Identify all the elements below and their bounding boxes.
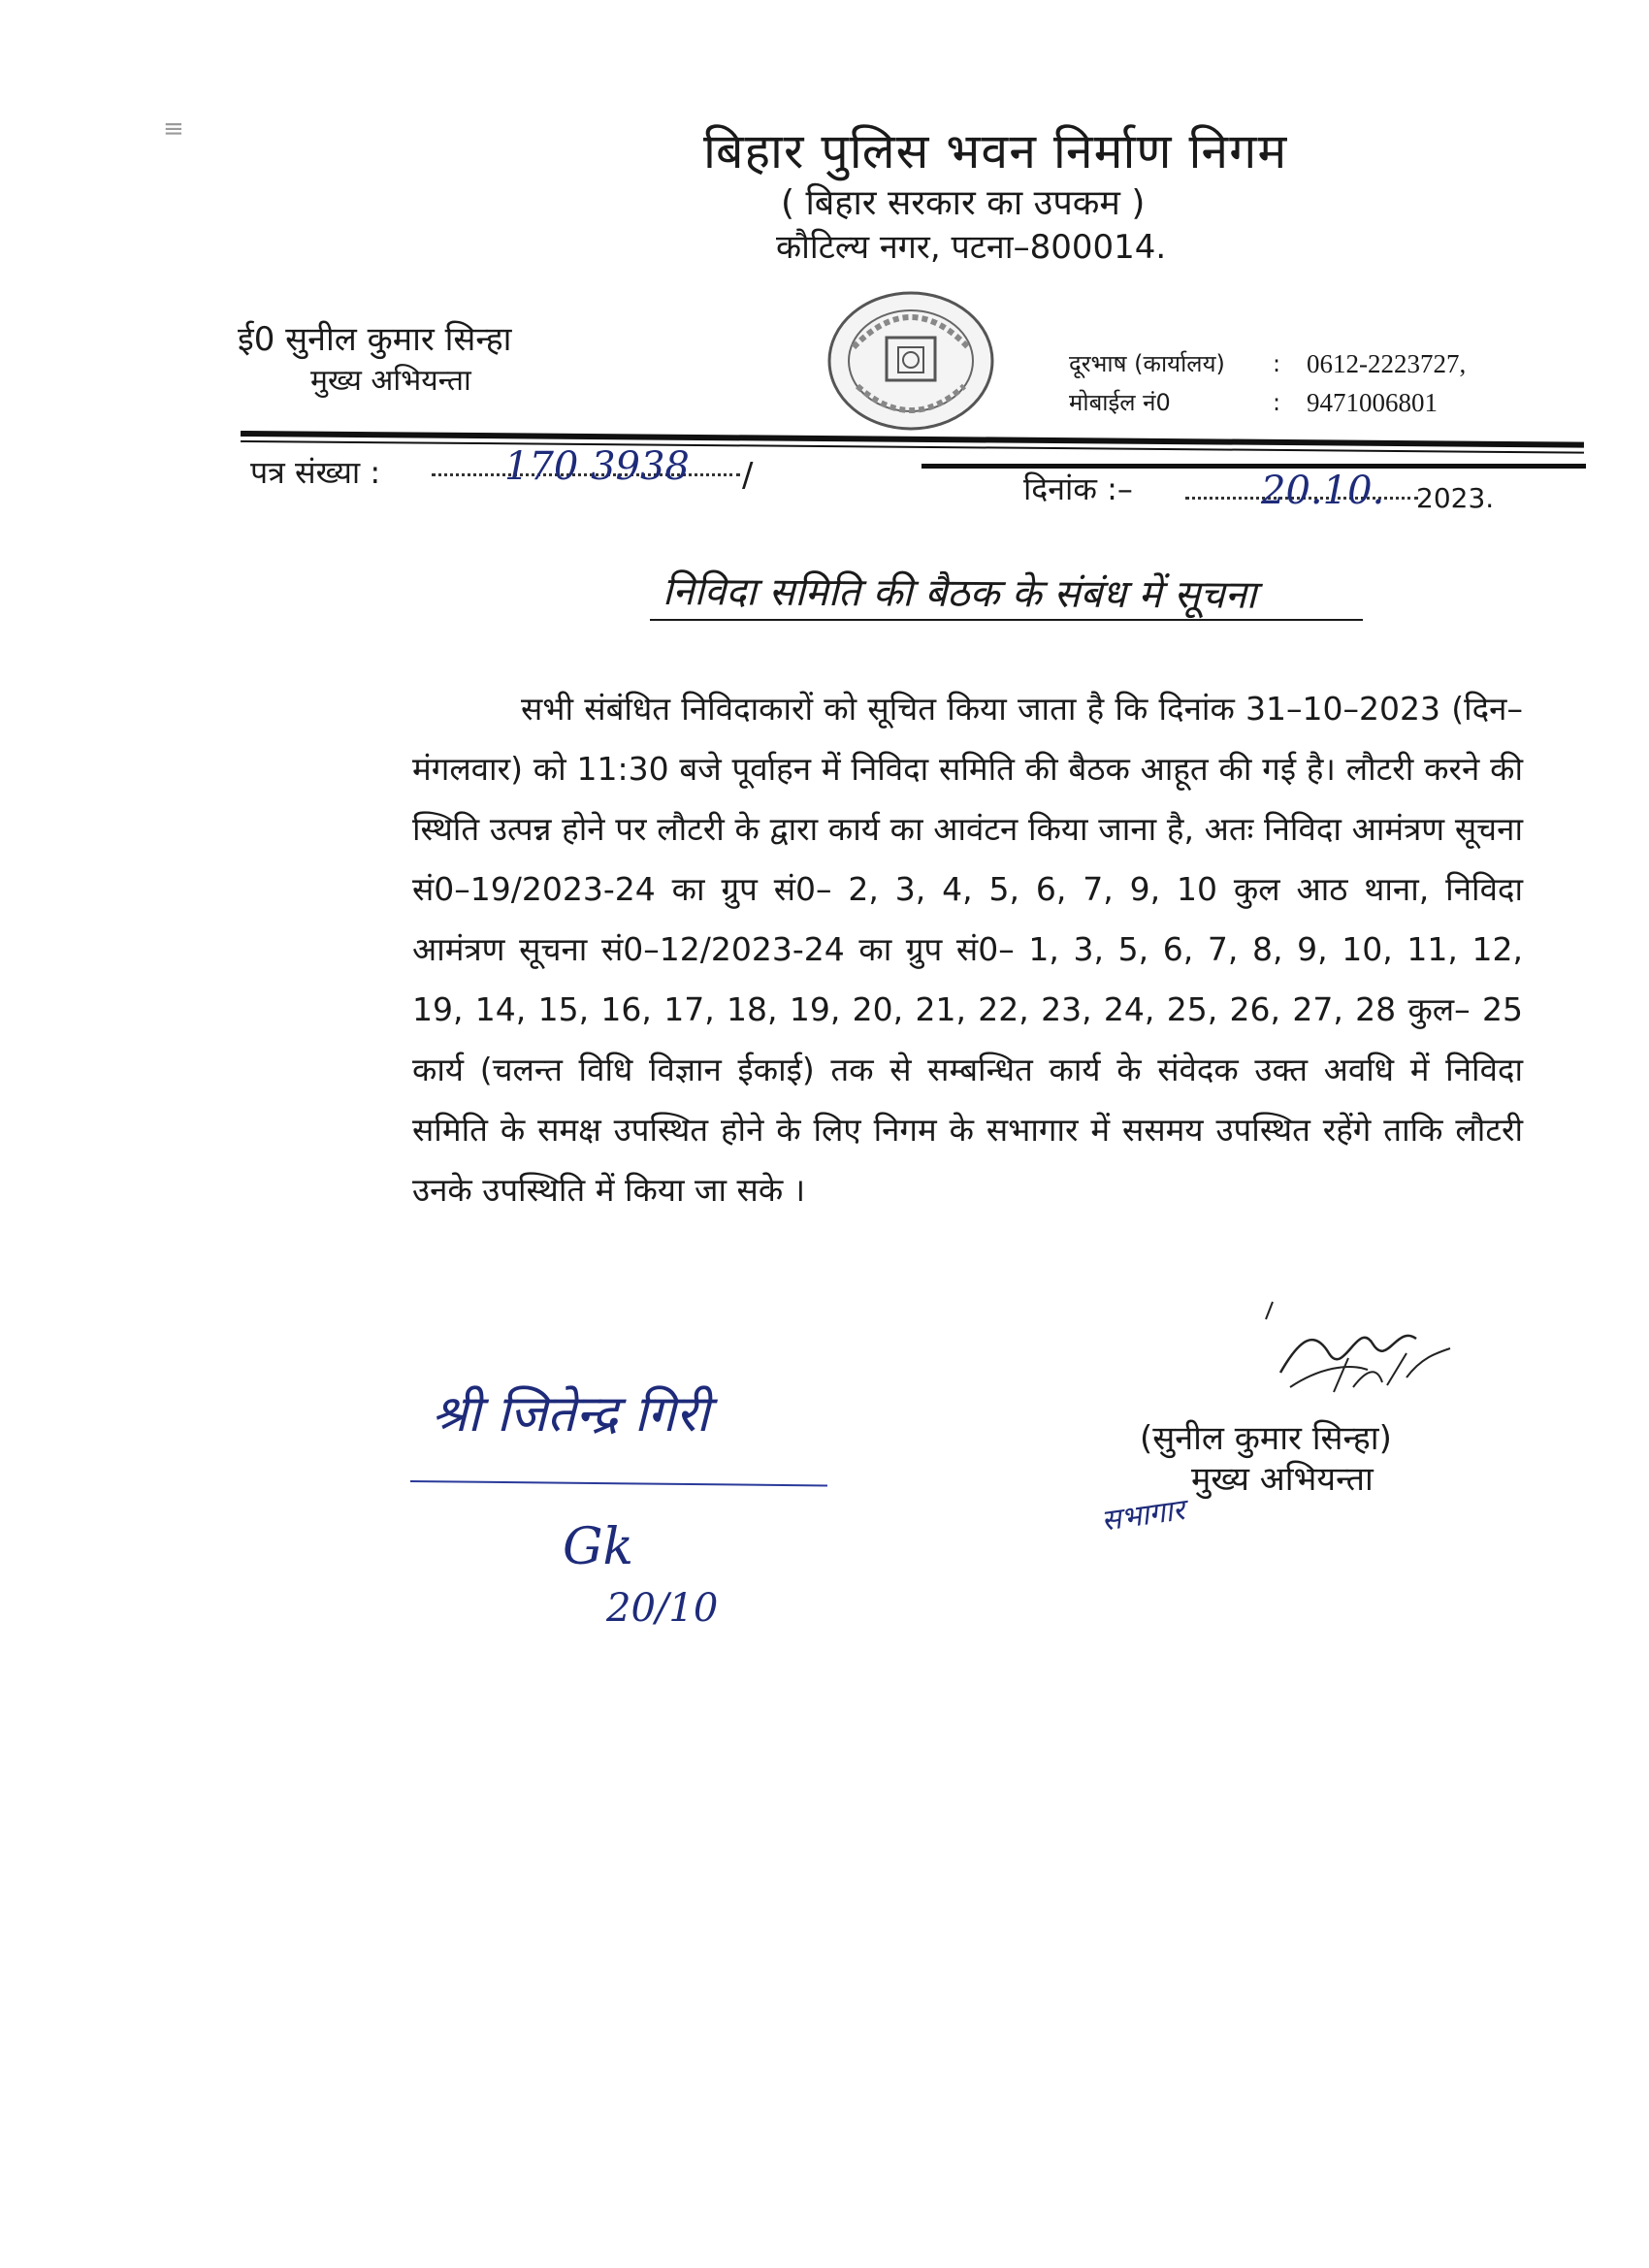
signatory-name: (सुनील कुमार सिन्हा)	[1140, 1419, 1392, 1458]
notice-body: सभी संबंधित निविदाकारों को सूचित किया जाता है कि दिनांक 31–10–2023 (दिन– मंगलवार) को 11:30 बजे पूर्वाहन में निविदा समिति की बैठक आहूत की गई है। लौटरी करने की स्थिति उत्पन्न होने पर लौटरी के द्वारा कार्य का आवंटन किया जाना है, अतः निविदा आमंत्रण सूचना सं0–19/2023-24 का ग्रुप सं0– 2, 3, 4, 5, 6, 7, 9, 10 कुल आठ थाना, निविदा आमंत्रण सूचना सं0–12/2023-24 का ग्रुप सं0– 1, 3, 5, 6, 7, 8, 9, 10, 11, 12, 19, 14, 15, 16, 17, 18, 19, 20, 21, 22, 23, 24, 25, 26, 27, 28 कुल– 25 कार्य (चलन्त विधि विज्ञान ईकाई) तक से सम्बन्धित कार्य के संवेदक उक्त अवधि में निविदा समिति के समक्ष उपस्थित होने के लिए निगम के सभागार में ससमय उपस्थित रहेंगे ताकि लौटरी उनके उपस्थिति में किया जा सके ।	[412, 690, 1524, 1209]
contact-mobile-row	[1069, 383, 1466, 422]
contact-mobile-value: 9471006801	[1307, 388, 1438, 417]
org-subtitle: ( बिहार सरकार का उपकम )	[781, 183, 1146, 223]
org-address: कौटिल्य नगर, पटना–800014.	[776, 228, 1167, 267]
contact-phone-value: 0612-2223727,	[1307, 349, 1467, 378]
date-label: दिनांक :–	[1023, 470, 1133, 507]
letter-number-label: पत्र संख्या :	[250, 454, 381, 491]
org-title: बिहार पुलिस भवन निर्माण निगम	[703, 123, 1288, 179]
handwritten-underline	[410, 1480, 827, 1487]
contact-phone-sep: :	[1273, 350, 1281, 377]
contact-mobile-label: मोबाईल नं0	[1069, 389, 1171, 416]
contact-phone-label: दूरभाष (कार्यालय)	[1069, 350, 1225, 377]
letter-number-slash: /	[742, 456, 754, 495]
subject-heading: निविदा समिति की बैठक के संबंध में सूचना	[662, 569, 1257, 618]
contact-mobile-sep: :	[1273, 389, 1281, 416]
seal-emblem-icon	[826, 289, 995, 433]
handwritten-date: 20/10	[606, 1586, 719, 1631]
signature-scribble	[1261, 1300, 1455, 1407]
header-rule-right	[922, 464, 1586, 469]
subject-underline	[650, 619, 1363, 621]
date-year: 2023.	[1416, 482, 1495, 514]
contact-block	[1069, 344, 1466, 422]
officer-name: ई0 सुनील कुमार सिन्हा	[238, 320, 512, 359]
handwritten-note: सभागार	[1099, 1493, 1187, 1539]
contact-phone-row	[1069, 344, 1466, 383]
date-handwritten: 20.10.	[1261, 469, 1385, 513]
handwritten-initial: Gk	[563, 1518, 634, 1576]
signatory-designation: मुख्य अभियन्ता	[1191, 1460, 1374, 1499]
corner-mark: ≡	[163, 114, 184, 144]
letter-number-handwritten: 170 3938	[504, 444, 690, 489]
handwritten-name: श्री जितेन्द्र गिरी	[432, 1385, 710, 1443]
officer-designation: मुख्य अभियन्ता	[310, 364, 471, 398]
